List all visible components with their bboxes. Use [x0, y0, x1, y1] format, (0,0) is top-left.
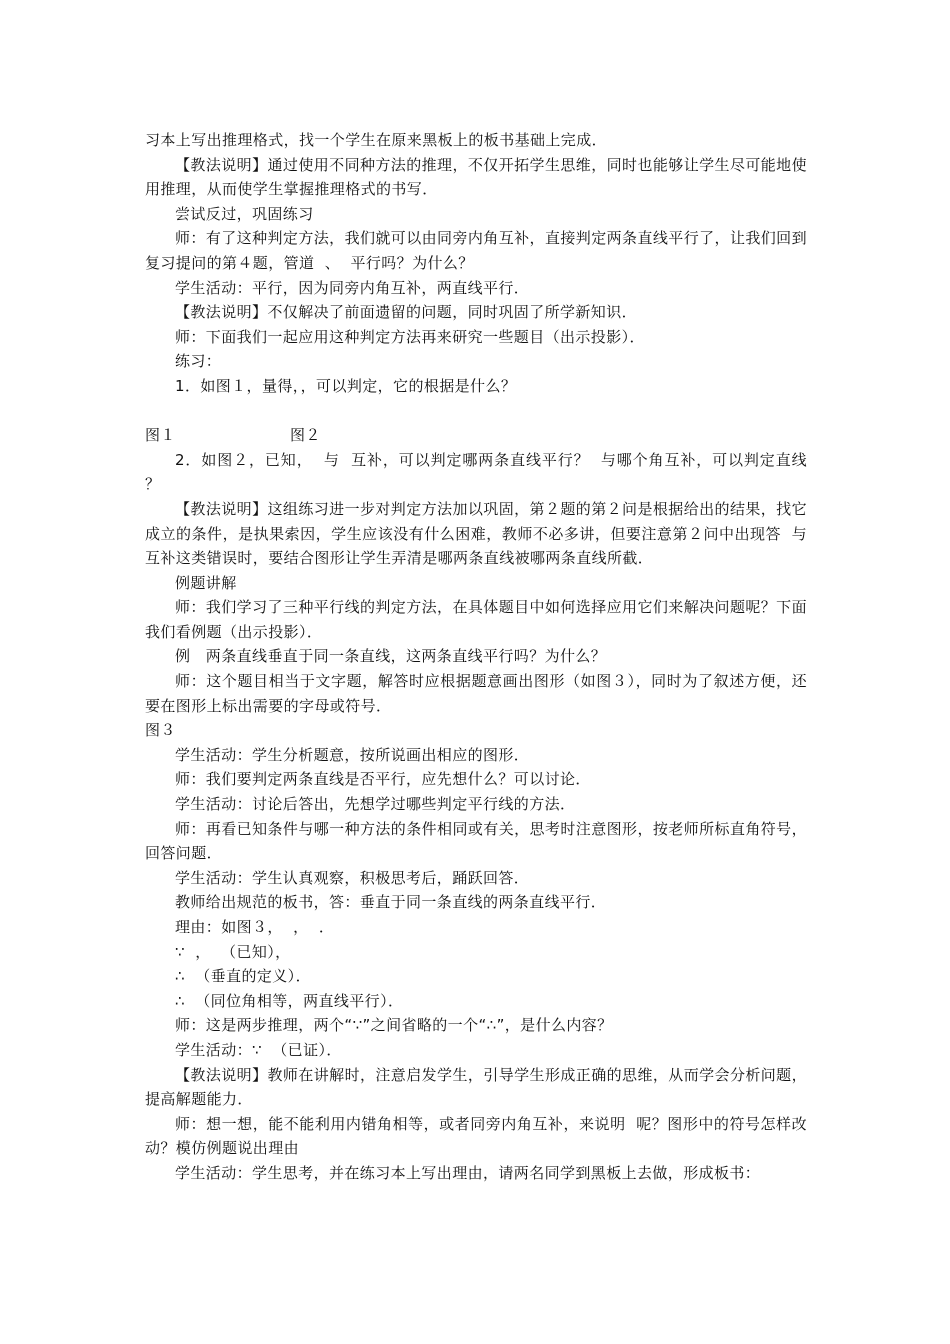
- paragraph: 师：这是两步推理，两个“∵”之间省略的一个“∴”，是什么内容？: [175, 1016, 613, 1035]
- paragraph: 习本上写出推理格式，找一个学生在原来黑板上的板书基础上完成．: [145, 131, 608, 149]
- paragraph: 师：有了这种判定方法，我们就可以由同旁内角互补，直接判定两条直线平行了，让我们回到复习提问的第４题，管道 、 平行吗？为什么？: [145, 229, 807, 272]
- paragraph: ∵ ， （已知），: [175, 942, 291, 961]
- paragraph: 【教法说明】教师在讲解时，注意启发学生，引导学生形成正确的思维，从而学会分析问题，提高解题能力．: [145, 1065, 807, 1109]
- paragraph: 尝试反过，巩固练习: [175, 204, 314, 223]
- paragraph: 师：这个题目相当于文字题，解答时应根据题意画出图形（如图３），同时为了叙述方便，还要在图形上标出需要的字母或符号．: [145, 672, 807, 715]
- paragraph: 【教法说明】这组练习进一步对判定方法加以巩固，第２题的第２问是根据给出的结果，找它成立的条件，是执果索因，学生应该没有什么困难，教师不必多讲，但要注意第２问中出现答 与 互补这类错误时，要结合图形让学生弄清是哪两条直线被哪两条直线所截．: [145, 499, 818, 568]
- paragraph: 学生活动：学生分析题意，按所说画出相应的图形．: [175, 745, 530, 764]
- paragraph: 学生活动：讨论后答出，先想学过哪些判定平行线的方法．: [175, 795, 576, 814]
- figure-2-label: 图２: [290, 426, 321, 445]
- figure-1-label: 图１: [145, 426, 176, 445]
- paragraph: 练习：: [175, 352, 222, 371]
- paragraph: 学生活动：学生思考，并在练习本上写出理由，请两名同学到黑板上去做，形成板书：: [175, 1163, 761, 1182]
- paragraph: 1．如图１，量得，，可以判定，它的根据是什么？: [175, 376, 517, 395]
- figure-space: [145, 399, 807, 424]
- paragraph: 学生活动：学生认真观察，积极思考后，踊跃回答．: [175, 868, 530, 887]
- text-block-2: [145, 448, 818, 1186]
- paragraph: 学生活动：平行，因为同旁内角互补，两直线平行．: [175, 278, 530, 297]
- paragraph: 师：再看已知条件与哪一种方法的条件相同或有关，思考时注意图形，按老师所标直角符号，回答问题．: [145, 819, 807, 863]
- paragraph: 学生活动：∵ （已证）．: [175, 1040, 342, 1059]
- paragraph: 2．如图２，已知， 与 互补，可以判定哪两条直线平行？ 与哪个角互补，可以判定直线 ？: [145, 450, 818, 494]
- paragraph: 师：下面我们一起应用这种判定方法再来研究一些题目（出示投影）．: [175, 327, 645, 346]
- paragraph: ∴ （垂直的定义）．: [175, 967, 311, 986]
- paragraph: 师：想一想，能不能利用内错角相等，或者同旁内角互补，来说明 呢？图形中的符号怎样改动？模仿例题说出理由: [145, 1114, 807, 1158]
- paragraph: 【教法说明】通过使用不同种方法的推理，不仅开拓学生思维，同时也能够让学生尽可能地使用推理，从而使学生掌握推理格式的书写．: [145, 155, 807, 199]
- text-block-1: [145, 128, 807, 399]
- paragraph: 师：我们学习了三种平行线的判定方法，在具体题目中如何选择应用它们来解决问题呢？下面我们看例题（出示投影）．: [145, 598, 807, 641]
- document-page: [145, 128, 818, 1186]
- paragraph: 例 两条直线垂直于同一条直线，这两条直线平行吗？为什么？: [175, 647, 607, 666]
- paragraph: ∴ （同位角相等，两直线平行）．: [175, 991, 404, 1010]
- paragraph: 理由：如图３， ， ．: [175, 918, 335, 936]
- paragraph: 教师给出规范的板书，答：垂直于同一条直线的两条直线平行．: [175, 893, 607, 912]
- paragraph: 图３: [145, 721, 176, 740]
- paragraph: 例题讲解: [175, 573, 237, 592]
- paragraph: 【教法说明】不仅解决了前面遗留的问题，同时巩固了所学新知识．: [175, 303, 638, 322]
- figure-label-row: [145, 423, 807, 448]
- paragraph: 师：我们要判定两条直线是否平行，应先想什么？可以讨论．: [175, 770, 591, 789]
